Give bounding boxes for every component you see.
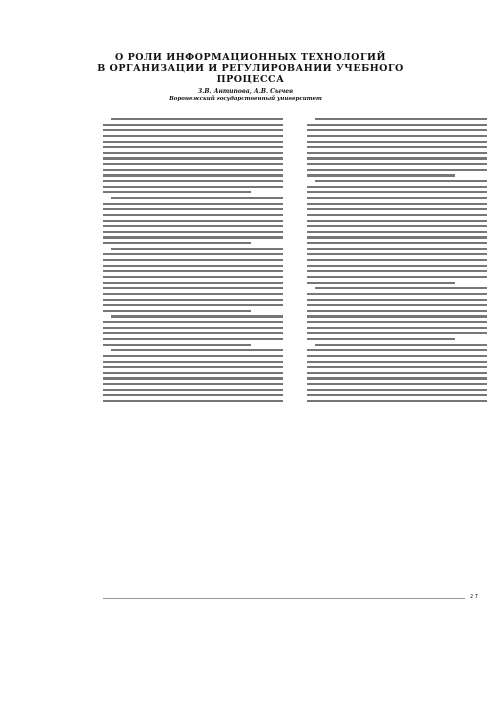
text-line xyxy=(103,389,283,391)
text-line xyxy=(307,197,487,199)
text-line xyxy=(307,214,487,216)
text-line xyxy=(307,236,487,238)
text-line xyxy=(103,293,283,295)
text-line xyxy=(307,259,487,261)
text-line xyxy=(315,118,487,120)
text-line xyxy=(307,129,487,131)
text-line xyxy=(307,315,487,317)
text-line xyxy=(103,265,283,267)
title-line-1: О РОЛИ ИНФОРМАЦИОННЫХ ТЕХНОЛОГИЙ xyxy=(115,52,386,63)
text-line xyxy=(103,163,283,165)
title-line-3: ПРОЦЕССА xyxy=(216,74,285,85)
text-line xyxy=(307,372,487,374)
text-line xyxy=(307,299,487,301)
text-line xyxy=(103,270,283,272)
text-line xyxy=(315,180,487,182)
text-line xyxy=(103,124,283,126)
text-line xyxy=(307,231,487,233)
text-line xyxy=(111,349,283,351)
text-line xyxy=(307,276,487,278)
text-line xyxy=(307,282,455,284)
text-line xyxy=(103,225,283,227)
text-line xyxy=(103,253,283,255)
text-line xyxy=(103,236,283,238)
text-line xyxy=(307,377,487,379)
text-line xyxy=(307,383,487,385)
text-line xyxy=(307,186,487,188)
text-line xyxy=(307,349,487,351)
text-line xyxy=(103,327,283,329)
text-line xyxy=(103,129,283,131)
text-line xyxy=(103,186,283,188)
text-line xyxy=(315,287,487,289)
text-line xyxy=(307,321,487,323)
body-column-right xyxy=(307,118,487,406)
text-line xyxy=(307,293,487,295)
text-line xyxy=(307,338,455,340)
text-line xyxy=(307,220,487,222)
text-line xyxy=(307,157,487,159)
text-line xyxy=(103,332,283,334)
text-line xyxy=(103,191,251,193)
text-line xyxy=(307,366,487,368)
text-line xyxy=(307,253,487,255)
text-line xyxy=(307,135,487,137)
authors: З.В. Антипова, А.В. Сычев xyxy=(197,88,294,95)
text-line xyxy=(103,304,283,306)
text-line xyxy=(307,310,487,312)
text-line xyxy=(103,321,283,323)
text-line xyxy=(307,389,487,391)
text-line xyxy=(111,197,283,199)
text-line xyxy=(307,124,487,126)
text-line xyxy=(103,141,283,143)
text-line xyxy=(103,242,251,244)
text-line xyxy=(111,315,283,317)
text-line xyxy=(307,265,487,267)
text-line xyxy=(103,259,283,261)
text-line xyxy=(307,163,487,165)
affiliation: Воронежский государственный университет xyxy=(169,96,322,102)
text-line xyxy=(307,332,487,334)
text-line xyxy=(307,203,487,205)
text-line xyxy=(103,180,283,182)
text-line xyxy=(315,344,487,346)
text-line xyxy=(103,299,283,301)
text-line xyxy=(103,214,283,216)
footer-rule xyxy=(103,598,465,599)
text-line xyxy=(307,208,487,210)
text-line xyxy=(103,282,283,284)
text-line xyxy=(307,394,487,396)
text-line xyxy=(103,169,283,171)
text-line xyxy=(307,141,487,143)
text-line xyxy=(103,394,283,396)
text-line xyxy=(103,135,283,137)
text-line xyxy=(103,231,283,233)
text-line xyxy=(307,169,487,171)
text-line xyxy=(307,146,487,148)
text-line xyxy=(103,366,283,368)
text-line xyxy=(103,287,283,289)
text-line xyxy=(307,191,487,193)
title-line-2: В ОРГАНИЗАЦИИ И РЕГУЛИРОВАНИИ УЧЕБНОГО xyxy=(97,63,404,74)
text-line xyxy=(103,157,283,159)
text-line xyxy=(307,400,487,402)
text-line xyxy=(111,118,283,120)
text-line xyxy=(103,377,283,379)
text-line xyxy=(103,203,283,205)
text-line xyxy=(307,225,487,227)
text-line xyxy=(103,220,283,222)
text-line xyxy=(307,327,487,329)
text-line xyxy=(103,174,283,176)
text-line xyxy=(307,248,487,250)
text-line xyxy=(103,383,283,385)
text-line xyxy=(103,372,283,374)
text-line xyxy=(307,304,487,306)
text-line xyxy=(103,344,251,346)
text-line xyxy=(307,361,487,363)
text-line xyxy=(103,276,283,278)
text-line xyxy=(103,338,283,340)
text-line xyxy=(307,270,487,272)
text-line xyxy=(307,174,455,176)
text-line xyxy=(111,248,283,250)
text-line xyxy=(103,355,283,357)
text-line xyxy=(307,152,487,154)
article-title xyxy=(78,52,423,85)
body-column-left xyxy=(103,118,283,406)
text-line xyxy=(103,361,283,363)
text-line xyxy=(103,400,283,402)
text-line xyxy=(307,242,487,244)
text-line xyxy=(103,208,283,210)
text-line xyxy=(103,152,283,154)
page-number: 2 7 xyxy=(470,594,478,600)
text-line xyxy=(307,355,487,357)
text-line xyxy=(103,310,251,312)
text-line xyxy=(103,146,283,148)
